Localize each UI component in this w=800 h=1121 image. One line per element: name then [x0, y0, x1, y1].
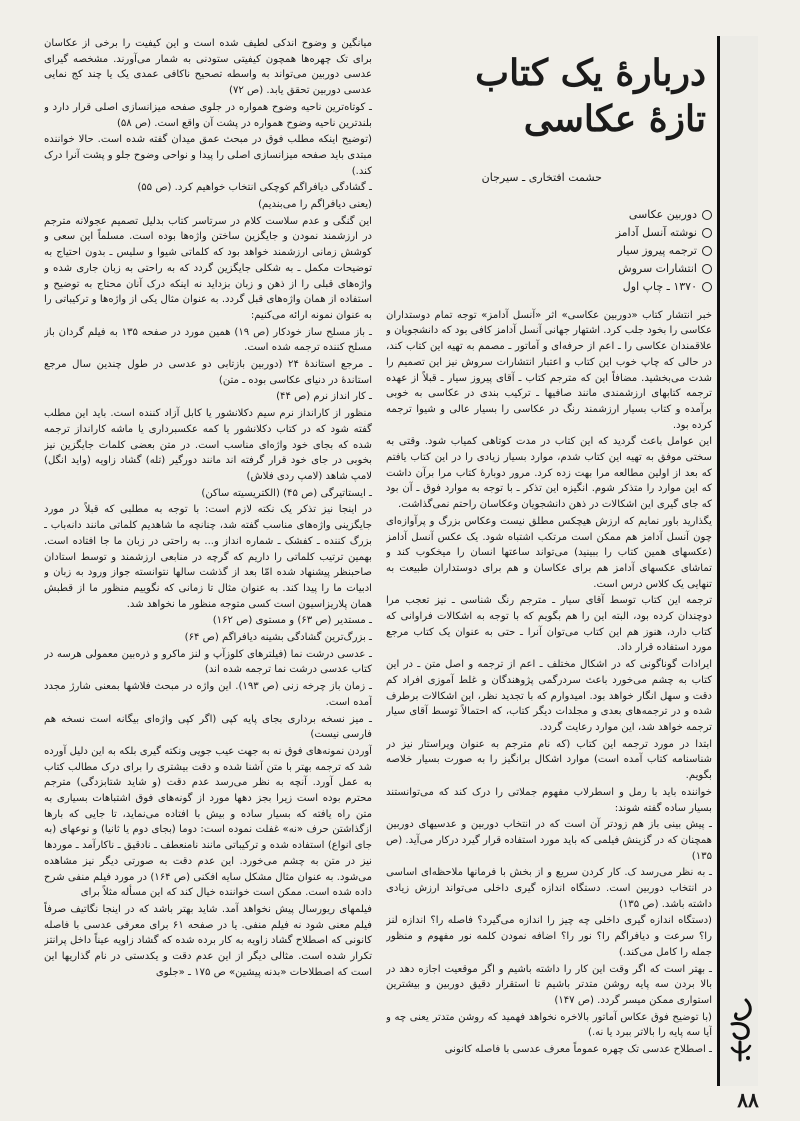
paragraph: خبر انتشار کتاب «دوربین عکاسی» اثر «آنسل آدامز» توجه تمام دوستداران عکاسی را بخود جلب کرد. اشتهار جهانی آنسل آدامز کافی بود که دانشجویان و علاقمندان عکاسی را ـ اعم از حرفه‌ای و آماتور ـ مصمم به تهیه این کتاب کند، در حالی که چاپ خوب این کتاب و اعتبار انتشارات سروش نیز این تصمیم را شدت می‌بخشید. مضافاً این که مترجم کتاب ـ آقای پیروز سیار ـ قبلاً از عهده ترجمه کتابهای ارزشمندی مانند صافیها ـ ترکیب بندی در عکاسی به خوبی برآمده و کتاب بسیار ارزشمند رنگ در عکاسی را بسیار عالی و شیوا ترجمه کرده بود.: [386, 309, 712, 431]
paragraph: ـ میز نسخه برداری بجای پایه کپی (اگر کپی واژه‌ای بیگانه است نسخه هم فارسی نیست): [44, 713, 372, 741]
circle-bullet-icon: [702, 246, 712, 256]
paragraph: ـ به نظر می‌رسد ک. کار کردن سریع و از بخش با فرمانها ملاحظه‌ای اساسی در انتخاب دوربین است. دستگاه اندازه گیری داخلی می‌تواند ارزش زیادی داشته باشد. (ص ۱۳۵): [386, 867, 712, 910]
paragraph: ایرادات گوناگونی که در اشکال مختلف ـ اعم از ترجمه و اصل متن ـ در این کتاب به چشم می‌خورد باعث سردرگمی پژوهندگان و غلط آموزی افراد کم دقت و سهل انگار خواهد بود. امیدوارم که با تجدید نظر، این اشکالات برطرف شده و در ترجمه‌های بعدی و مجلدات دیگر کتاب، که احتمالاً توسط آقای سیار ترجمه خواهد شد، این موارد رعایت گردد.: [386, 659, 712, 733]
paragraph: ـ اصطلاح عدسی تک چهره عموماً معرف عدسی با فاصله کانونی: [444, 1044, 712, 1056]
left-column: [44, 36, 372, 1088]
circle-bullet-icon: [702, 282, 712, 292]
paragraph: این عوامل باعث گردید که این کتاب در مدت کوتاهی کمیاب شود. وقتی به سختی موفق به تهیه این کتاب شدم، موارد بسیار زیادی را در این کتاب یافتم که بعد از اولین مطالعه مرا بهت زده کرد. مرور دوبارهٔ کتاب مرا برآن داشت که این موارد را متذکر شوم. انگیزه این تذکر ـ با توجه به موارد فوق ـ آن بود که جای گیری این اشکالات در ذهن دانشجویان وعکاسان راحتم نمی‌گذاشت.: [386, 436, 712, 511]
title-line-1: دربارهٔ یک کتاب: [475, 52, 706, 94]
paragraph: آوردن نمونه‌های فوق نه به جهت عیب جویی ونکته گیری بلکه به این دلیل آورده شد که ترجمه بهتر با متن آشنا شده و دقت بیشتری را برای درک مطالب کتاب به عمل آورد. آنچه به نظر می‌رسد عدم دقت (و شاید شتابزدگی) مترجم محترم بوده است زیرا بجز دهها مورد از گونه‌های فوق اشتباهات بسیاری به متن راه یافته که بسیار ساده و بیش با افتاده می‌نماید، تا جایی که بارها ازگذاشتن حرف «نه» غفلت نموده است: دوما (بجای دوم یا ثانیا) و نوعهای (به جای انواع) استفاده شده و ترکیباتی مانند نامنعطف ـ نادقیق ـ ناکارآمد ـ موردها نیز در متن به چشم می‌خورد. این عدم دقت به صورتی دیگر نیز مشاهده می‌شود. به عنوان مثال مشکل سایه افکنی (ص ۱۶۴) در مورد فیلم منفی شرح داده شده است. ممکن است خواننده خیال کند که این مسأله مثلاً برای: [44, 745, 372, 899]
article-title: [386, 50, 712, 142]
book-info-item: ۱۳۷۰ ـ چاپ اول: [386, 278, 712, 296]
circle-bullet-icon: [702, 210, 712, 220]
paragraph: ـ بهتر است که اگر وقت این کار را داشته باشیم و اگر موقعیت اجازه دهد در بالا بردن سه پایه روشن متدتر باشیم تا استقرار دقیق دوربین و بیشترین استواری ممکن میسر گردد. (ص ۱۴۷): [386, 963, 712, 1006]
author-byline: حشمت افتخاری ـ سیرجان: [481, 171, 602, 184]
page-number: ۸۸: [737, 1088, 759, 1112]
book-info-item: نوشته آنسل آدامز: [386, 224, 712, 242]
book-info-item: ترجمه پیروز سیار: [386, 242, 712, 260]
paragraph: ـ باز مسلح ساز خودکار (ص ۱۹) همین مورد در صفحه ۱۳۵ به فیلم گردان باز مسلح کننده ترجمه شده است.: [44, 326, 372, 354]
paragraph: این گنگی و عدم سلاست کلام در سرتاسر کتاب بدلیل تصمیم عجولانه مترجم در ارزشمند نمودن و جایگزین ساختن واژه‌ها بوده است. مسلماً این سعی و کوشش زمانی ارزشمند خواهد بود که کلماتی شیوا و سلیس ـ بدون احتیاج به توضیحات مکمل ـ به شکلی جایگزین گردد که به راحتی به زبان جاری شده و واژه‌های قبلی را از ذهن و زبان بزداید نه اینکه درک آنان محتاج به توضیح و استفاده از همان واژه‌های قبل گردد. به عنوان مثال یکی از واژه‌ها و ترکیباتی را به عنوان نمونه ارائه می‌کنیم:: [44, 215, 372, 321]
paragraph: خواننده باید با رمل و اسطرلاب مفهوم جملاتی را درک کند که می‌توانستند بسیار ساده گفته شوند:: [386, 786, 712, 814]
book-info-item: انتشارات سروش: [386, 260, 712, 278]
circle-bullet-icon: [702, 228, 712, 238]
paragraph: ـ بزرگ‌ترین گشادگی بشینه دیافراگم (ص ۶۴): [184, 632, 372, 644]
paragraph: منظور از کارانداز نرم سیم دکلانشور یا کابل آزاد کننده است. باید این مطلب گفته شود که در کتاب دکلانشور یا کمه عکسبرداری یا ماشه کارانداز ترجمه شده که بجای خود واژه‌ای مناسب است. در متن بعضی کلمات جایگزین نیز بخوبی در جای خود قرار گرفته اند مانند دورگیر (تله) گشاد زاویه (واید انگل) لامپ شاهد (لامپ ردی فلاش): [44, 408, 372, 482]
paragraph: ـ مستدیر (ص ۶۳) و مستوی (ص ۱۶۲): [212, 615, 372, 627]
paragraph: ـ زمان باز چرخه زنی (ص ۱۹۳). این واژه در مبحث فلاشها بمعنی شارژ مجدد آمده است.: [44, 681, 372, 708]
title-line-2: تازهٔ عکاسی: [523, 98, 706, 140]
book-info-list: [386, 206, 712, 296]
paragraph: ابتدا در مورد ترجمه این کتاب (که نام مترجم به عنوان ویراستار نیز در شناسنامه کتاب آمده است) موارد اشکال برانگیز را به صورت بسیار خلاصه بگویم.: [386, 738, 712, 782]
paragraph: در اینجا نیز تذکر یک نکته لازم است: با توجه به مطلبی که قبلاً در مورد جایگزینی واژه‌های مناسب گفته شد، چنانچه ما شاهدیم کلماتی مانند دانه‌باب ـ بزرگ کننده ـ کفشک ـ شماره انداز و... به راحتی در زبان ما جا افتاده است. بهمین ترتیب کلماتی را داریم که گرچه در منابعی ارزشمند و توسط استادان صاحبنظر پیشنهاد شده امّا بعد از گذشت سالها نتوانسته جواز ورود به زبان و ادبیات ما را پیدا کند. به عنوان مثال تا زمانی که نگوییم منظور ما از قطبش همان پلاریزاسیون است کسی متوجه منظور ما نخواهد شد.: [44, 504, 372, 610]
paragraph: (توضیح اینکه مطلب فوق در مبحث عمق میدان گفته شده است. حالا خواننده مبتدی باید صفحه میزانسازی اصلی را پیدا و نواحی وضوح جلو و پشت آنرا درک کند.): [44, 134, 372, 177]
paragraph: ـ پیش بینی باز هم زودتر آن است که در انتخاب دوربین و عدسیهای دوربین همچنان که در گزینش فیلمی که باید مورد استفاده قرار گیرد درکار می‌آید. (ص ۱۳۵): [386, 819, 712, 862]
magazine-logo: [724, 996, 756, 1066]
circle-bullet-icon: [702, 264, 712, 274]
paragraph: (دستگاه اندازه گیری داخلی چه چیز را اندازه می‌گیرد؟ فاصله را؟ اندازه لنز را؟ سرعت و دیافراگم را؟ نور را؟ اضافه نمودن کلمه نور مفهوم و منظور جمله را کامل می‌کند.): [386, 915, 712, 958]
paragraph: ـ عدسی درشت نما (فیلترهای کلوزآپ و لنز ماکرو و ذره‌بین معمولی هرسه در کتاب عدسی درشت نما ترجمه شده اند): [44, 648, 372, 676]
paragraph: ـ مرجع استاندهٔ ۲۴ (دوربین بازتابی دو عدسی در طول چندین سال مرجع استاندهٔ در دنیای عکاسی بوده ـ متن): [44, 359, 372, 386]
side-margin-strip: [720, 36, 758, 1086]
paragraph: یگذارید باور نمایم که ارزش هیچکس مطلق نیست وعکاس بزرگ و پرآوازه‌ای چون آنسل آدامز هم ممکن است مرتکب اشتباه شود. یک عکس آنسل آدامز (عکسهای همین کتاب را ببینید) می‌تواند ساعتها انسان را میخکوب کند و تماشای عکسهای آدامز هم برای عکاسان و هم برای دوستداران طبیعت به تنهایی یک کلاس درس است.: [386, 515, 712, 590]
paragraph: فیلمهای ریورسال پیش نخواهد آمد. شاید بهتر باشد که در اینجا نگاتیف صرفاً فیلم معنی شود نه فیلم منفی. یا در صفحه ۶۱ برای معرفی عدسی با فاصله کانونی که اصطلاح گشاد زاویه به کار برده شده که گشاد زاویه عیناً داخل پرانتز تکرار شده است. مثالی دیگر از این عدم دقت و یکدستی در نام گذاریها این است که اصطلاحات «بدنه پیشین» ص ۱۷۵ ـ «جلوی: [44, 903, 372, 978]
paragraph: ـ گشادگی دیافراگم کوچکی انتخاب خواهیم کرد. (ص ۵۵): [137, 182, 372, 194]
paragraph: ـ کوتاه‌ترین ناحیه وضوح همواره در جلوی صفحه میزانسازی اصلی قرار دارد و بلندترین ناحیه وضوح همواره در پشت آن واقع است. (ص ۵۸): [44, 101, 372, 129]
paragraph: ترجمه این کتاب توسط آقای سیار ـ مترجم رنگ شناسی ـ نیز تعجب مرا دوچندان کرده بود، البته این را هم بگویم که با توجه به اشکالات فراوانی که کتاب دارد، هنوز هم این کتاب می‌توان آنرا ـ حتی به عنوان یک کتاب مرجع مورد استفاده قرار داد.: [386, 595, 712, 654]
paragraph: (یعنی دیافراگم را می‌بندیم): [258, 199, 372, 211]
right-column: [386, 36, 712, 1086]
paragraph: ـ کار انداز نرم (ص ۴۴): [276, 391, 372, 403]
paragraph: (با توضیح فوق عکاس آماتور بالاخره نخواهد فهمید که روشن متدتر یعنی چه و آیا سه پایه را بالاتر ببرد یا نه.): [386, 1011, 712, 1039]
paragraph: ـ ایستاتیرگی (ص ۴۵) (الکتریسیته ساکن): [201, 487, 372, 499]
book-info-item: دوربین عکاسی: [386, 206, 712, 224]
paragraph: میانگین و وضوح اندکی لطیف شده است و این کیفیت را برخی از عکاسان برای تک چهره‌ها همچون کیفیتی ستودنی به شمار می‌آورند. مشخصه گیرای عدسی دوربین می‌تواند به واسطه تصحیح ناکافی عمدی یک یا چند کج نمایی عدسی دوربین تحقق یابد. (ص ۷۲): [44, 38, 372, 97]
vertical-rule: [717, 36, 720, 1086]
